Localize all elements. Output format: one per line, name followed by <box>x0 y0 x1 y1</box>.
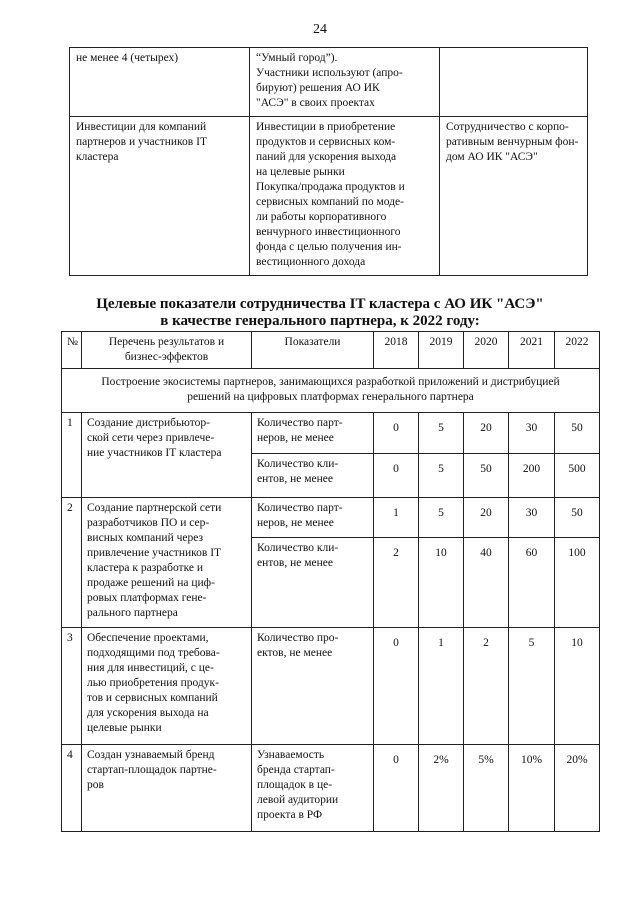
value-cell: 10% <box>509 745 555 832</box>
text-line: Количество кли- <box>257 542 339 554</box>
section-title <box>0 296 640 330</box>
text-line: неров, не менее <box>257 432 334 444</box>
value-cell: 1 <box>419 628 464 745</box>
text-line: дом АО ИК "АСЭ" <box>446 151 538 163</box>
value-cell: 30 <box>509 498 555 538</box>
text-line: продуктов и сервисных ком- <box>256 136 396 148</box>
row-description <box>82 745 252 832</box>
text-line: сервисных компаний по моде- <box>256 196 404 208</box>
text-line: Количество парт- <box>257 417 343 429</box>
table-row <box>70 48 588 117</box>
row-number: 3 <box>62 628 82 745</box>
section-heading <box>62 369 600 413</box>
text-line: ративным венчурным фон- <box>446 136 579 148</box>
text-line: партнеров и участников IT <box>76 136 207 148</box>
value-cell: 5 <box>419 454 464 498</box>
text-line: ектов, не менее <box>257 647 333 659</box>
value-cell: 0 <box>374 413 419 454</box>
value-cell: 0 <box>374 454 419 498</box>
text-line: Покупка/продажа продуктов и <box>256 181 405 193</box>
value-cell: 200 <box>509 454 555 498</box>
value-cell: 20% <box>555 745 600 832</box>
text-line: Создание дистрибьютор- <box>87 417 210 429</box>
row-indicator <box>252 538 374 628</box>
header-indicators: Показатели <box>252 332 374 369</box>
text-line: кластера <box>76 151 119 163</box>
value-cell: 0 <box>374 628 419 745</box>
table-cell: не менее 4 (четырех) <box>70 48 250 117</box>
text-line: Создание партнерской сети <box>87 502 222 514</box>
text-line: ской сети через привлече- <box>87 432 215 444</box>
value-cell: 0 <box>374 745 419 832</box>
row-description <box>82 498 252 628</box>
text-line: фонда с целью получения ин- <box>256 241 402 253</box>
text-line: ния для инвестиций, с це- <box>87 662 214 674</box>
partnership-table-continuation <box>69 47 588 276</box>
value-cell: 40 <box>464 538 509 628</box>
table-row <box>62 628 600 745</box>
value-cell: 100 <box>555 538 600 628</box>
text-line: ли работы корпоративного <box>256 211 387 223</box>
row-description <box>82 413 252 498</box>
value-cell: 50 <box>555 498 600 538</box>
text-line: для ускорения выхода на <box>87 707 209 719</box>
value-cell: 2% <box>419 745 464 832</box>
text-line: целевые рынки <box>87 722 162 734</box>
title-line: в качестве генерального партнера, к 2022 году: <box>160 313 480 329</box>
value-cell: 50 <box>464 454 509 498</box>
header-2018: 2018 <box>374 332 419 369</box>
text-line: неров, не менее <box>257 517 334 529</box>
value-cell: 5% <box>464 745 509 832</box>
row-indicator <box>252 745 374 832</box>
text-line: площадок в це- <box>257 779 333 791</box>
value-cell: 5 <box>419 498 464 538</box>
value-cell: 1 <box>374 498 419 538</box>
value-cell: 2 <box>374 538 419 628</box>
page-number: 24 <box>313 22 327 37</box>
value-cell: 5 <box>419 413 464 454</box>
text-line: ров <box>87 779 104 791</box>
value-cell: 60 <box>509 538 555 628</box>
text-line: решений на цифровых платформах генерального партнера <box>187 391 474 403</box>
value-cell: 5 <box>509 628 555 745</box>
row-number: 2 <box>62 498 82 628</box>
row-indicator <box>252 454 374 498</box>
row-indicator <box>252 628 374 745</box>
text-line: кластера к разработке и <box>87 562 204 574</box>
value-cell: 500 <box>555 454 600 498</box>
text-line: бизнес-эффектов <box>124 351 209 363</box>
value-cell: 50 <box>555 413 600 454</box>
text-line: подходящими под требова- <box>87 647 220 659</box>
text-line: бренда стартап- <box>257 764 335 776</box>
text-line: висных компаний через <box>87 532 204 544</box>
header-2021: 2021 <box>509 332 555 369</box>
text-line: Количество кли- <box>257 458 339 470</box>
text-line: бируют) решения АО ИК <box>256 82 380 94</box>
table-row <box>70 117 588 276</box>
row-indicator <box>252 413 374 454</box>
header-2019: 2019 <box>419 332 464 369</box>
value-cell: 10 <box>555 628 600 745</box>
value-cell: 10 <box>419 538 464 628</box>
text-line: рального партнера <box>87 607 178 619</box>
text-line: привлечение участников IT <box>87 547 222 559</box>
table-row <box>62 498 600 538</box>
section-row <box>62 369 600 413</box>
row-number: 1 <box>62 413 82 498</box>
text-line: стартап-площадок партне- <box>87 764 217 776</box>
text-line: проекта в РФ <box>257 809 323 821</box>
text-line: Количество парт- <box>257 502 343 514</box>
table-row <box>62 745 600 832</box>
row-description <box>82 628 252 745</box>
text-line: ентов, не менее <box>257 557 333 569</box>
text-line: ние участников IT кластера <box>87 447 222 459</box>
text-line: Участники используют (апро- <box>256 67 403 79</box>
title-line: Целевые показатели сотрудничества IT кластера с АО ИК "АСЭ" <box>96 296 544 312</box>
table-cell <box>70 117 250 276</box>
text-line: Инвестиции для компаний <box>76 121 207 133</box>
text-line: Инвестиции в приобретение <box>256 121 396 133</box>
header-results <box>82 332 252 369</box>
text-line: Перечень результатов и <box>108 336 225 348</box>
table-header-row <box>62 332 600 369</box>
text-line: Сотрудничество с корпо- <box>446 121 569 133</box>
table-row <box>62 413 600 454</box>
row-indicator <box>252 498 374 538</box>
table-cell <box>440 48 588 117</box>
text-line: Построение экосистемы партнеров, занимающихся разработкой приложений и дистрибуцией <box>101 376 560 388</box>
row-number: 4 <box>62 745 82 832</box>
value-cell: 20 <box>464 498 509 538</box>
value-cell: 20 <box>464 413 509 454</box>
header-2022: 2022 <box>555 332 600 369</box>
text-line: Обеспечение проектами, <box>87 632 209 644</box>
kpi-table <box>61 331 600 832</box>
text-line: венчурного инвестиционного <box>256 226 401 238</box>
table-cell <box>250 48 440 117</box>
text-line: Количество про- <box>257 632 339 644</box>
header-2020: 2020 <box>464 332 509 369</box>
text-line: тов и сервисных компаний <box>87 692 218 704</box>
text-line: ровых платформах гене- <box>87 592 207 604</box>
text-line: паний для ускорения выхода <box>256 151 397 163</box>
text-line: "АСЭ" в своих проектах <box>256 97 375 109</box>
value-cell: 2 <box>464 628 509 745</box>
text-line: лью приобретения продук- <box>87 677 219 689</box>
text-line: Узнаваемость <box>257 749 325 761</box>
text-line: на целевые рынки <box>256 166 345 178</box>
text-line: вестиционного дохода <box>256 256 366 268</box>
text-line: Создан узнаваемый бренд <box>87 749 215 761</box>
text-line: разработчиков ПО и сер- <box>87 517 210 529</box>
text-line: левой аудитории <box>257 794 339 806</box>
value-cell: 30 <box>509 413 555 454</box>
text-line: продаже решений на циф- <box>87 577 215 589</box>
text-line: “Умный город”). <box>256 52 338 64</box>
table-cell <box>250 117 440 276</box>
header-num: № <box>62 332 82 369</box>
table-cell <box>440 117 588 276</box>
text-line: ентов, не менее <box>257 473 333 485</box>
